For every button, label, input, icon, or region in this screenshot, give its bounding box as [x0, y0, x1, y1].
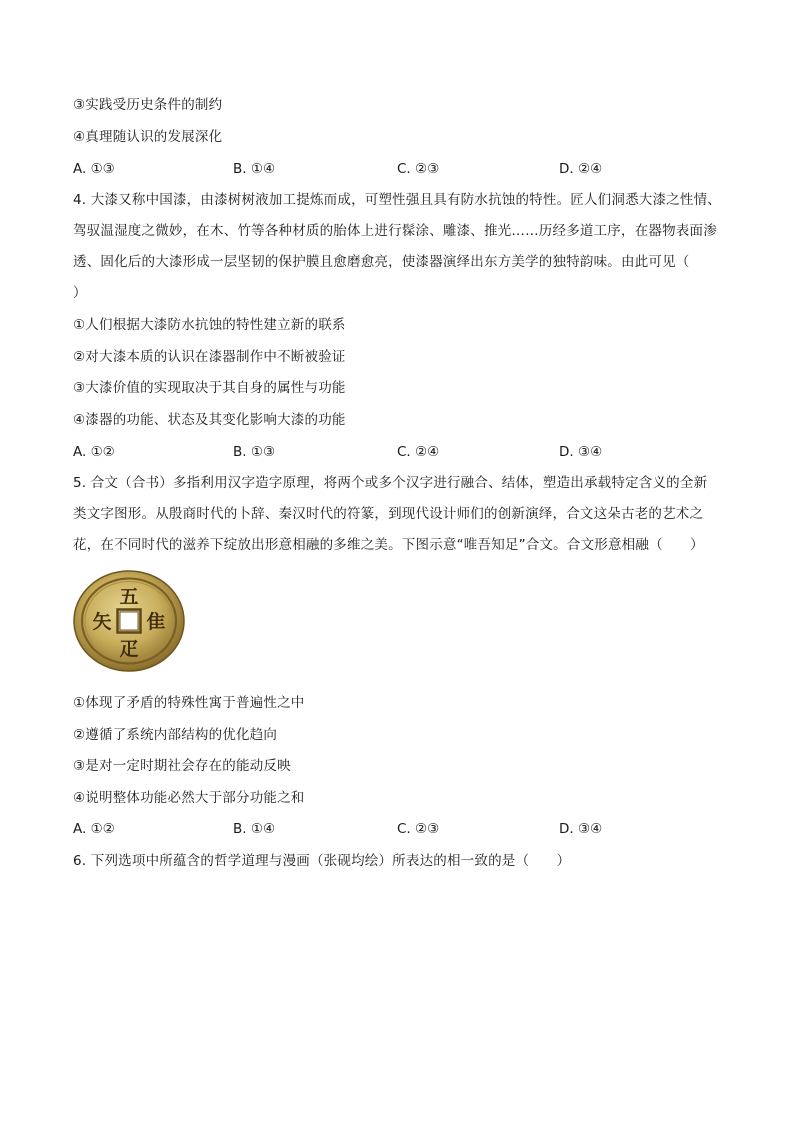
q5-stem-line-2: 类文字图形。从殷商时代的卜辞、秦汉时代的符篆，到现代设计师们的创新演绎，合文这朵古老的艺术之: [73, 506, 704, 522]
q6-stem-line-1: 6. 下列选项中所蕴含的哲学道理与漫画（张砚均绘）所表达的相一致的是（ ）: [73, 853, 571, 869]
q4-stem-line-1: 4. 大漆又称中国漆，由漆树树液加工提炼而成，可塑性强且具有防水抗蚀的特性。匠人们洞悉大漆之性情、: [73, 192, 721, 208]
q4-option-a: A. ①②: [73, 444, 115, 460]
q5-statement-2: ②遵循了系统内部结构的优化趋向: [73, 727, 278, 743]
q4-statement-4: ④漆器的功能、状态及其变化影响大漆的功能: [73, 412, 346, 428]
q5-option-d: D. ③④: [559, 821, 603, 837]
q3-option-b: B. ①④: [233, 161, 276, 177]
q3-option-d: D. ②④: [559, 161, 603, 177]
q5-option-a: A. ①②: [73, 821, 115, 837]
q5-option-c: C. ②③: [397, 821, 440, 837]
q5-statement-1: ①体现了矛盾的特殊性寓于普遍性之中: [73, 695, 305, 711]
coin-glyph-left: 矢: [92, 611, 112, 633]
q4-stem-line-4: ）: [73, 285, 87, 301]
q5-statement-4: ④说明整体功能必然大于部分功能之和: [73, 790, 305, 806]
q4-options: [73, 443, 733, 461]
coin-hewen-image: [72, 569, 186, 673]
q4-stem-line-2: 驾驭温湿度之微妙，在木、竹等各种材质的胎体上进行髹涂、雕漆、推光……历经多道工序，在器物表面渗: [73, 223, 717, 239]
q4-statement-3: ③大漆价值的实现取决于其自身的属性与功能: [73, 380, 346, 396]
q5-stem-line-3: 花，在不同时代的滋养下绽放出形意相融的多维之美。下图示意“唯吾知足”合文。合文形意相融（ ）: [73, 537, 704, 553]
q4-option-b: B. ①③: [233, 444, 276, 460]
q4-stem-line-3: 透、固化后的大漆形成一层坚韧的保护膜且愈磨愈亮，使漆器演绎出东方美学的独特韵味。由此可见（: [73, 254, 690, 270]
coin-glyph-bottom: 疋: [119, 638, 139, 660]
q3-statement-4: ④真理随认识的发展深化: [73, 129, 223, 145]
q3-option-c: C. ②③: [397, 161, 440, 177]
q4-option-d: D. ③④: [559, 444, 603, 460]
q4-statement-2: ②对大漆本质的认识在漆器制作中不断被验证: [73, 349, 346, 365]
q4-statement-1: ①人们根据大漆防水抗蚀的特性建立新的联系: [73, 317, 346, 333]
q5-options: [73, 820, 733, 838]
q5-stem-line-1: 5. 合文（合书）多指利用汉字造字原理，将两个或多个汉字进行融合、结体，塑造出承载特定含义的全新: [73, 475, 708, 491]
q4-option-c: C. ②④: [397, 444, 440, 460]
q3-statement-3: ③实践受历史条件的制约: [73, 97, 223, 113]
q3-options: [73, 160, 733, 178]
coin-glyph-top: 五: [119, 586, 139, 608]
q5-statement-3: ③是对一定时期社会存在的能动反映: [73, 758, 291, 774]
q5-option-b: B. ①④: [233, 821, 276, 837]
q3-option-a: A. ①③: [73, 161, 115, 177]
coin-glyph-right: 隹: [146, 611, 166, 633]
